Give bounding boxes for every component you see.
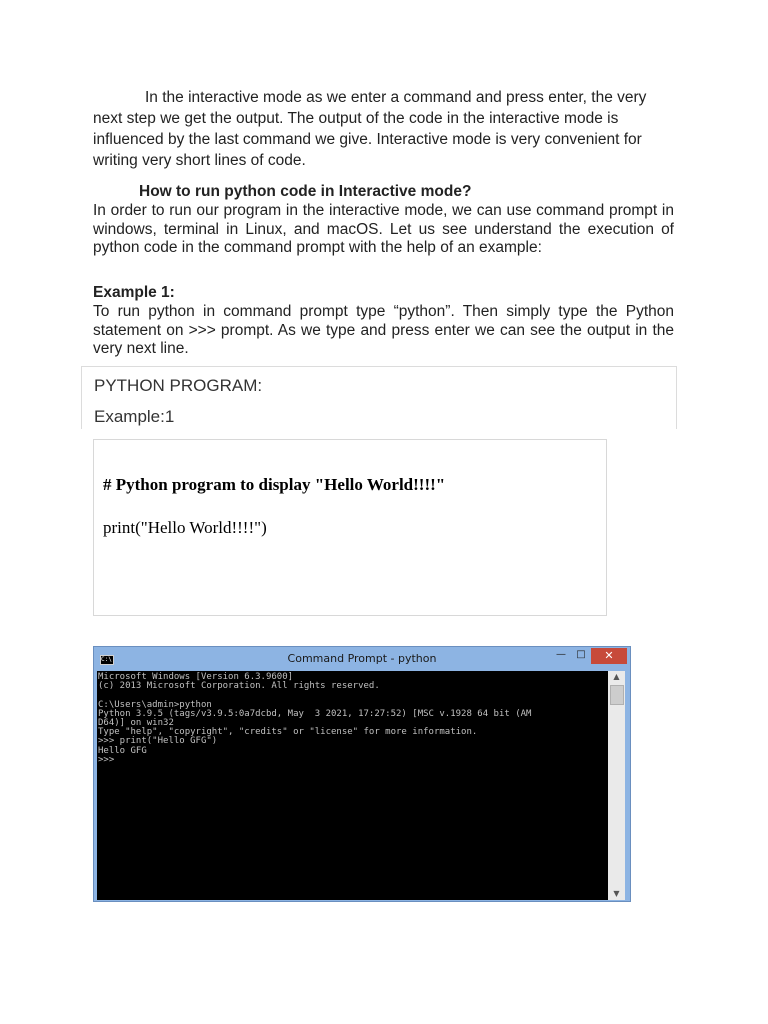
- close-button[interactable]: [591, 648, 627, 664]
- console-line: Type "help", "copyright", "credits" or "license" for more information.: [98, 727, 478, 738]
- code-line: print("Hello World!!!!"): [103, 518, 267, 537]
- window-title: Command Prompt - python: [287, 652, 437, 665]
- console-line: >>>: [98, 754, 115, 765]
- console-line: C:\Users\admin>python: [98, 699, 212, 710]
- program-title: PYTHON PROGRAM:: [94, 376, 263, 395]
- vertical-scrollbar[interactable]: [608, 671, 625, 900]
- maximize-button[interactable]: □: [576, 649, 586, 660]
- console-output[interactable]: [97, 671, 608, 900]
- code-comment: # Python program to display "Hello World!!!!": [103, 475, 446, 494]
- section-heading: How to run python code in Interactive mode?: [139, 183, 472, 200]
- minimize-button[interactable]: —: [556, 649, 566, 660]
- scroll-up-arrow-icon[interactable]: ▲: [613, 672, 620, 681]
- code-box: [93, 439, 607, 616]
- command-prompt-window: [93, 646, 631, 902]
- cmd-app-icon[interactable]: C:\: [100, 655, 114, 665]
- example-heading: Example 1:: [93, 284, 175, 301]
- intro-paragraph: In the interactive mode as we enter a command and press enter, the very next step we get the output. The output of the code in the interactive mode is influenced by the last command we give. Interactive mode is very convenient for writing very short lines of code.: [93, 89, 647, 169]
- console-line: Microsoft Windows [Version 6.3.9600]: [98, 672, 294, 682]
- window-titlebar[interactable]: [94, 647, 630, 671]
- console-line: Hello GFG: [98, 745, 147, 756]
- console-line: >>> print("Hello GFG"): [98, 736, 218, 747]
- scroll-down-arrow-icon[interactable]: ▼: [613, 889, 620, 898]
- how-to-paragraph: In order to run our program in the interactive mode, we can use command prompt in windows, terminal in Linux, and macOS. Let us see understand the execution of python code in the command prompt with the help of an example:: [93, 202, 674, 256]
- console-line: (c) 2013 Microsoft Corporation. All rights reserved.: [98, 681, 380, 692]
- example-paragraph: To run python in command prompt type “python”. Then simply type the Python statement on >>> prompt. As we type and press enter we can see the output in the very next line.: [93, 303, 674, 357]
- scroll-thumb[interactable]: [610, 685, 624, 705]
- console-text: [97, 671, 608, 765]
- console-line: D64)] on win32: [98, 718, 174, 729]
- console-line: Python 3.9.5 (tags/v3.9.5:0a7dcbd, May 3 2021, 17:27:52) [MSC v.1928 64 bit (AM: [98, 708, 532, 719]
- program-header-box: [81, 366, 677, 429]
- close-icon: ✕: [604, 649, 614, 662]
- program-example-label: Example:1: [94, 407, 175, 426]
